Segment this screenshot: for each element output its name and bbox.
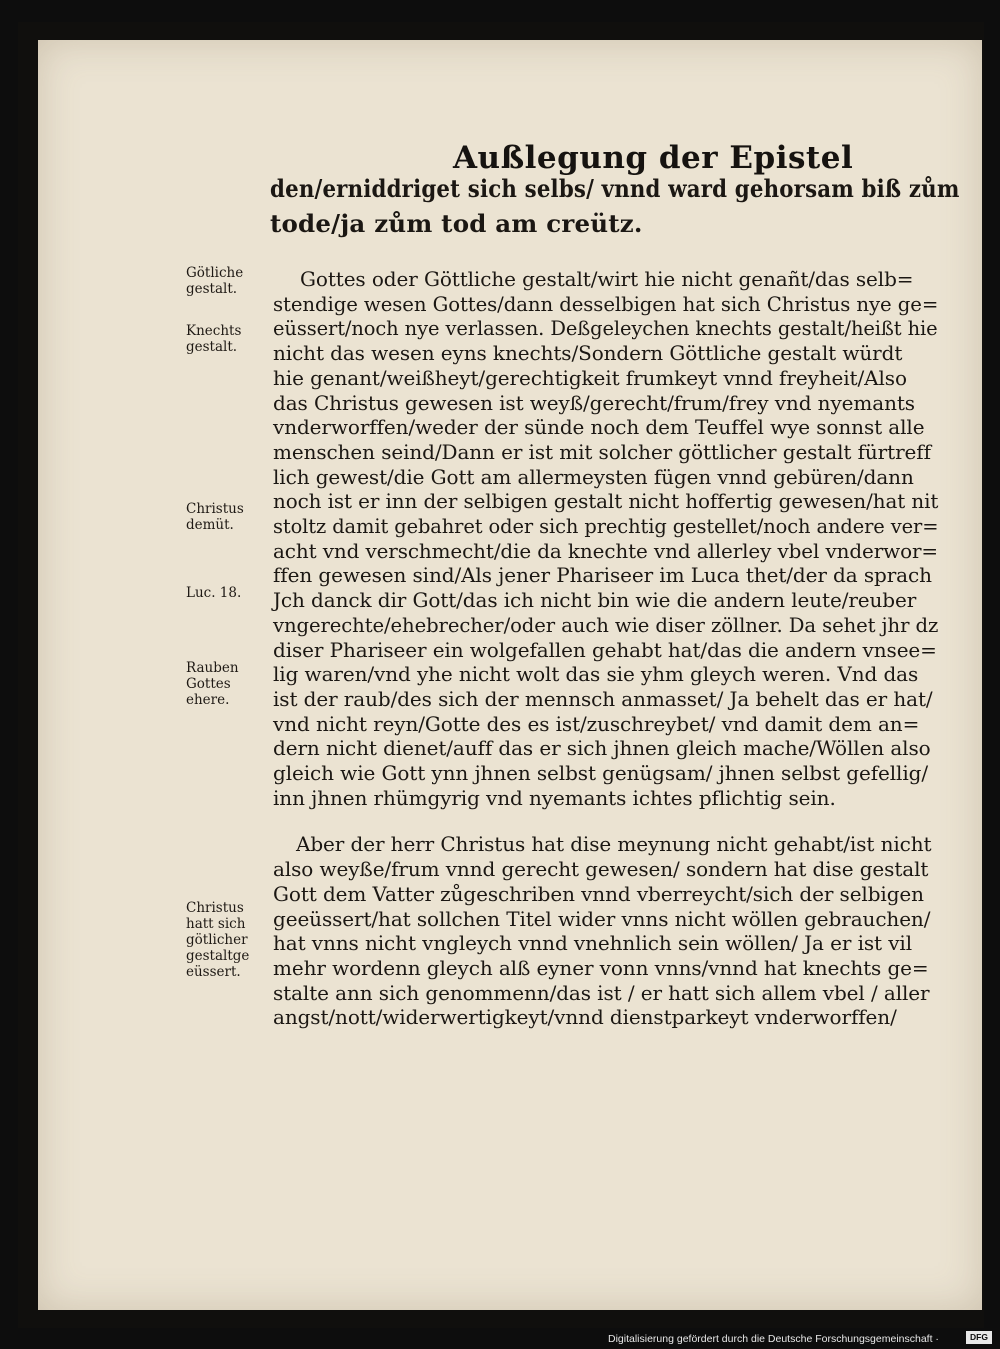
body-line: Jch danck dir Gott/das ich nicht bin wie die andern leute/reuber xyxy=(273,588,917,613)
body-line: diser Phariseer ein wolgefallen gehabt hat/das die andern vnsee= xyxy=(273,637,937,662)
book-page xyxy=(38,40,982,1310)
margin-note-line: demüt. xyxy=(186,517,234,533)
title-line: tode/ja zům tod am creütz. xyxy=(270,209,643,238)
margin-note-line: Christus xyxy=(186,900,244,916)
margin-note-line: Rauben xyxy=(186,660,239,676)
body-line: acht vnd verschmecht/die da knechte vnd allerley vbel vnderwor= xyxy=(273,538,938,563)
margin-note-line: Christus xyxy=(186,501,244,517)
margin-note-line: Knechts xyxy=(186,323,242,339)
body-line: Gott dem Vatter zůgeschriben vnnd vberreycht/sich der selbigen xyxy=(273,881,924,906)
body-line: Gottes oder Göttliche gestalt/wirt hie nicht genañt/das selb= xyxy=(300,267,914,291)
dfg-logo: DFG xyxy=(966,1331,992,1344)
body-line: vnderworffen/weder der sünde noch dem Teuffel wye sonnst alle xyxy=(273,415,925,440)
margin-note-line: hatt sich xyxy=(186,916,246,932)
body-line: Aber der herr Christus hat dise meynung nicht gehabt/ist nicht xyxy=(296,832,932,857)
body-line: lich gewest/die Gott am allermeysten fügen vnnd gebüren/dann xyxy=(273,464,914,489)
body-line: hie genant/weißheyt/gerechtigkeit frumkeyt vnnd freyheit/Also xyxy=(273,365,907,390)
body-line: gleich wie Gott ynn jhnen selbst genügsam/ jhnen selbst gefellig/ xyxy=(273,761,928,785)
body-line: eüssert/noch nye verlassen. Deßgeleychen knechts gestalt/heißt hie xyxy=(273,316,938,341)
margin-note-line: Gottes xyxy=(186,676,231,692)
body-line: mehr wordenn gleych alß eyner vonn vnns/vnnd hat knechts ge= xyxy=(273,955,929,980)
scan-background xyxy=(18,22,984,1328)
body-line: lig waren/vnd yhe nicht wolt das sie yhm gleych weren. Vnd das xyxy=(273,662,919,687)
body-line: inn jhnen rhümgyrig vnd nyemants ichtes pflichtig sein. xyxy=(273,785,836,810)
running-header: Außlegung der Epistel xyxy=(453,140,854,176)
margin-note-line: gestaltge xyxy=(186,948,250,964)
title-line: den/erniddriget sich selbs/ vnnd ward gehorsam biß zům xyxy=(270,174,960,203)
body-line: noch ist er inn der selbigen gestalt nicht hoffertig gewesen/hat nit xyxy=(273,489,939,514)
footer-credit: Digitalisierung gefördert durch die Deutsche Forschungsgemeinschaft · xyxy=(608,1333,939,1345)
margin-note-line: eüssert. xyxy=(186,964,241,980)
body-line: nicht das wesen eyns knechts/Sondern Göttliche gestalt würdt xyxy=(273,341,903,366)
body-line: vnd nicht reyn/Gotte des es ist/zuschreybet/ vnd damit dem an= xyxy=(273,711,920,736)
body-line: hat vnns nicht vngleych vnnd vnehnlich sein wöllen/ Ja er ist vil xyxy=(273,931,913,956)
body-line: das Christus gewesen ist weyß/gerecht/frum/frey vnd nyemants xyxy=(273,390,915,415)
margin-note-line: ehere. xyxy=(186,692,230,708)
body-line: stalte ann sich genommenn/das ist / er hatt sich allem vbel / aller xyxy=(273,980,930,1005)
margin-note-line: gestalt. xyxy=(186,339,238,355)
body-line: ist der raub/des sich der mennsch anmasset/ Ja behelt das er hat/ xyxy=(273,686,933,711)
body-line: dern nicht dienet/auff das er sich jhnen gleich mache/Wöllen also xyxy=(273,736,931,761)
body-line: vngerechte/ehebrecher/oder auch wie diser zöllner. Da sehet jhr dz xyxy=(273,612,939,637)
body-line: stoltz damit gebahret oder sich prechtig gestellet/noch andere ver= xyxy=(273,514,939,538)
margin-note-line: Luc. 18. xyxy=(186,585,242,601)
body-line: also weyße/frum vnnd gerecht gewesen/ sondern hat dise gestalt xyxy=(273,857,929,882)
body-line: angst/nott/widerwertigkeyt/vnnd dienstparkeyt vnderworffen/ xyxy=(273,1005,897,1030)
body-line: ffen gewesen sind/Als jener Phariseer im Luca thet/der da sprach xyxy=(273,563,932,588)
margin-note-line: gestalt. xyxy=(186,281,238,297)
body-line: stendige wesen Gottes/dann desselbigen hat sich Christus nye ge= xyxy=(273,291,939,316)
margin-note-line: Götliche xyxy=(186,265,244,281)
margin-note-line: götlicher xyxy=(186,932,248,948)
body-line: geeüssert/hat sollchen Titel wider vnns nicht wöllen gebrauchen/ xyxy=(273,906,931,931)
body-line: menschen seind/Dann er ist mit solcher göttlicher gestalt fürtreff xyxy=(273,439,931,464)
